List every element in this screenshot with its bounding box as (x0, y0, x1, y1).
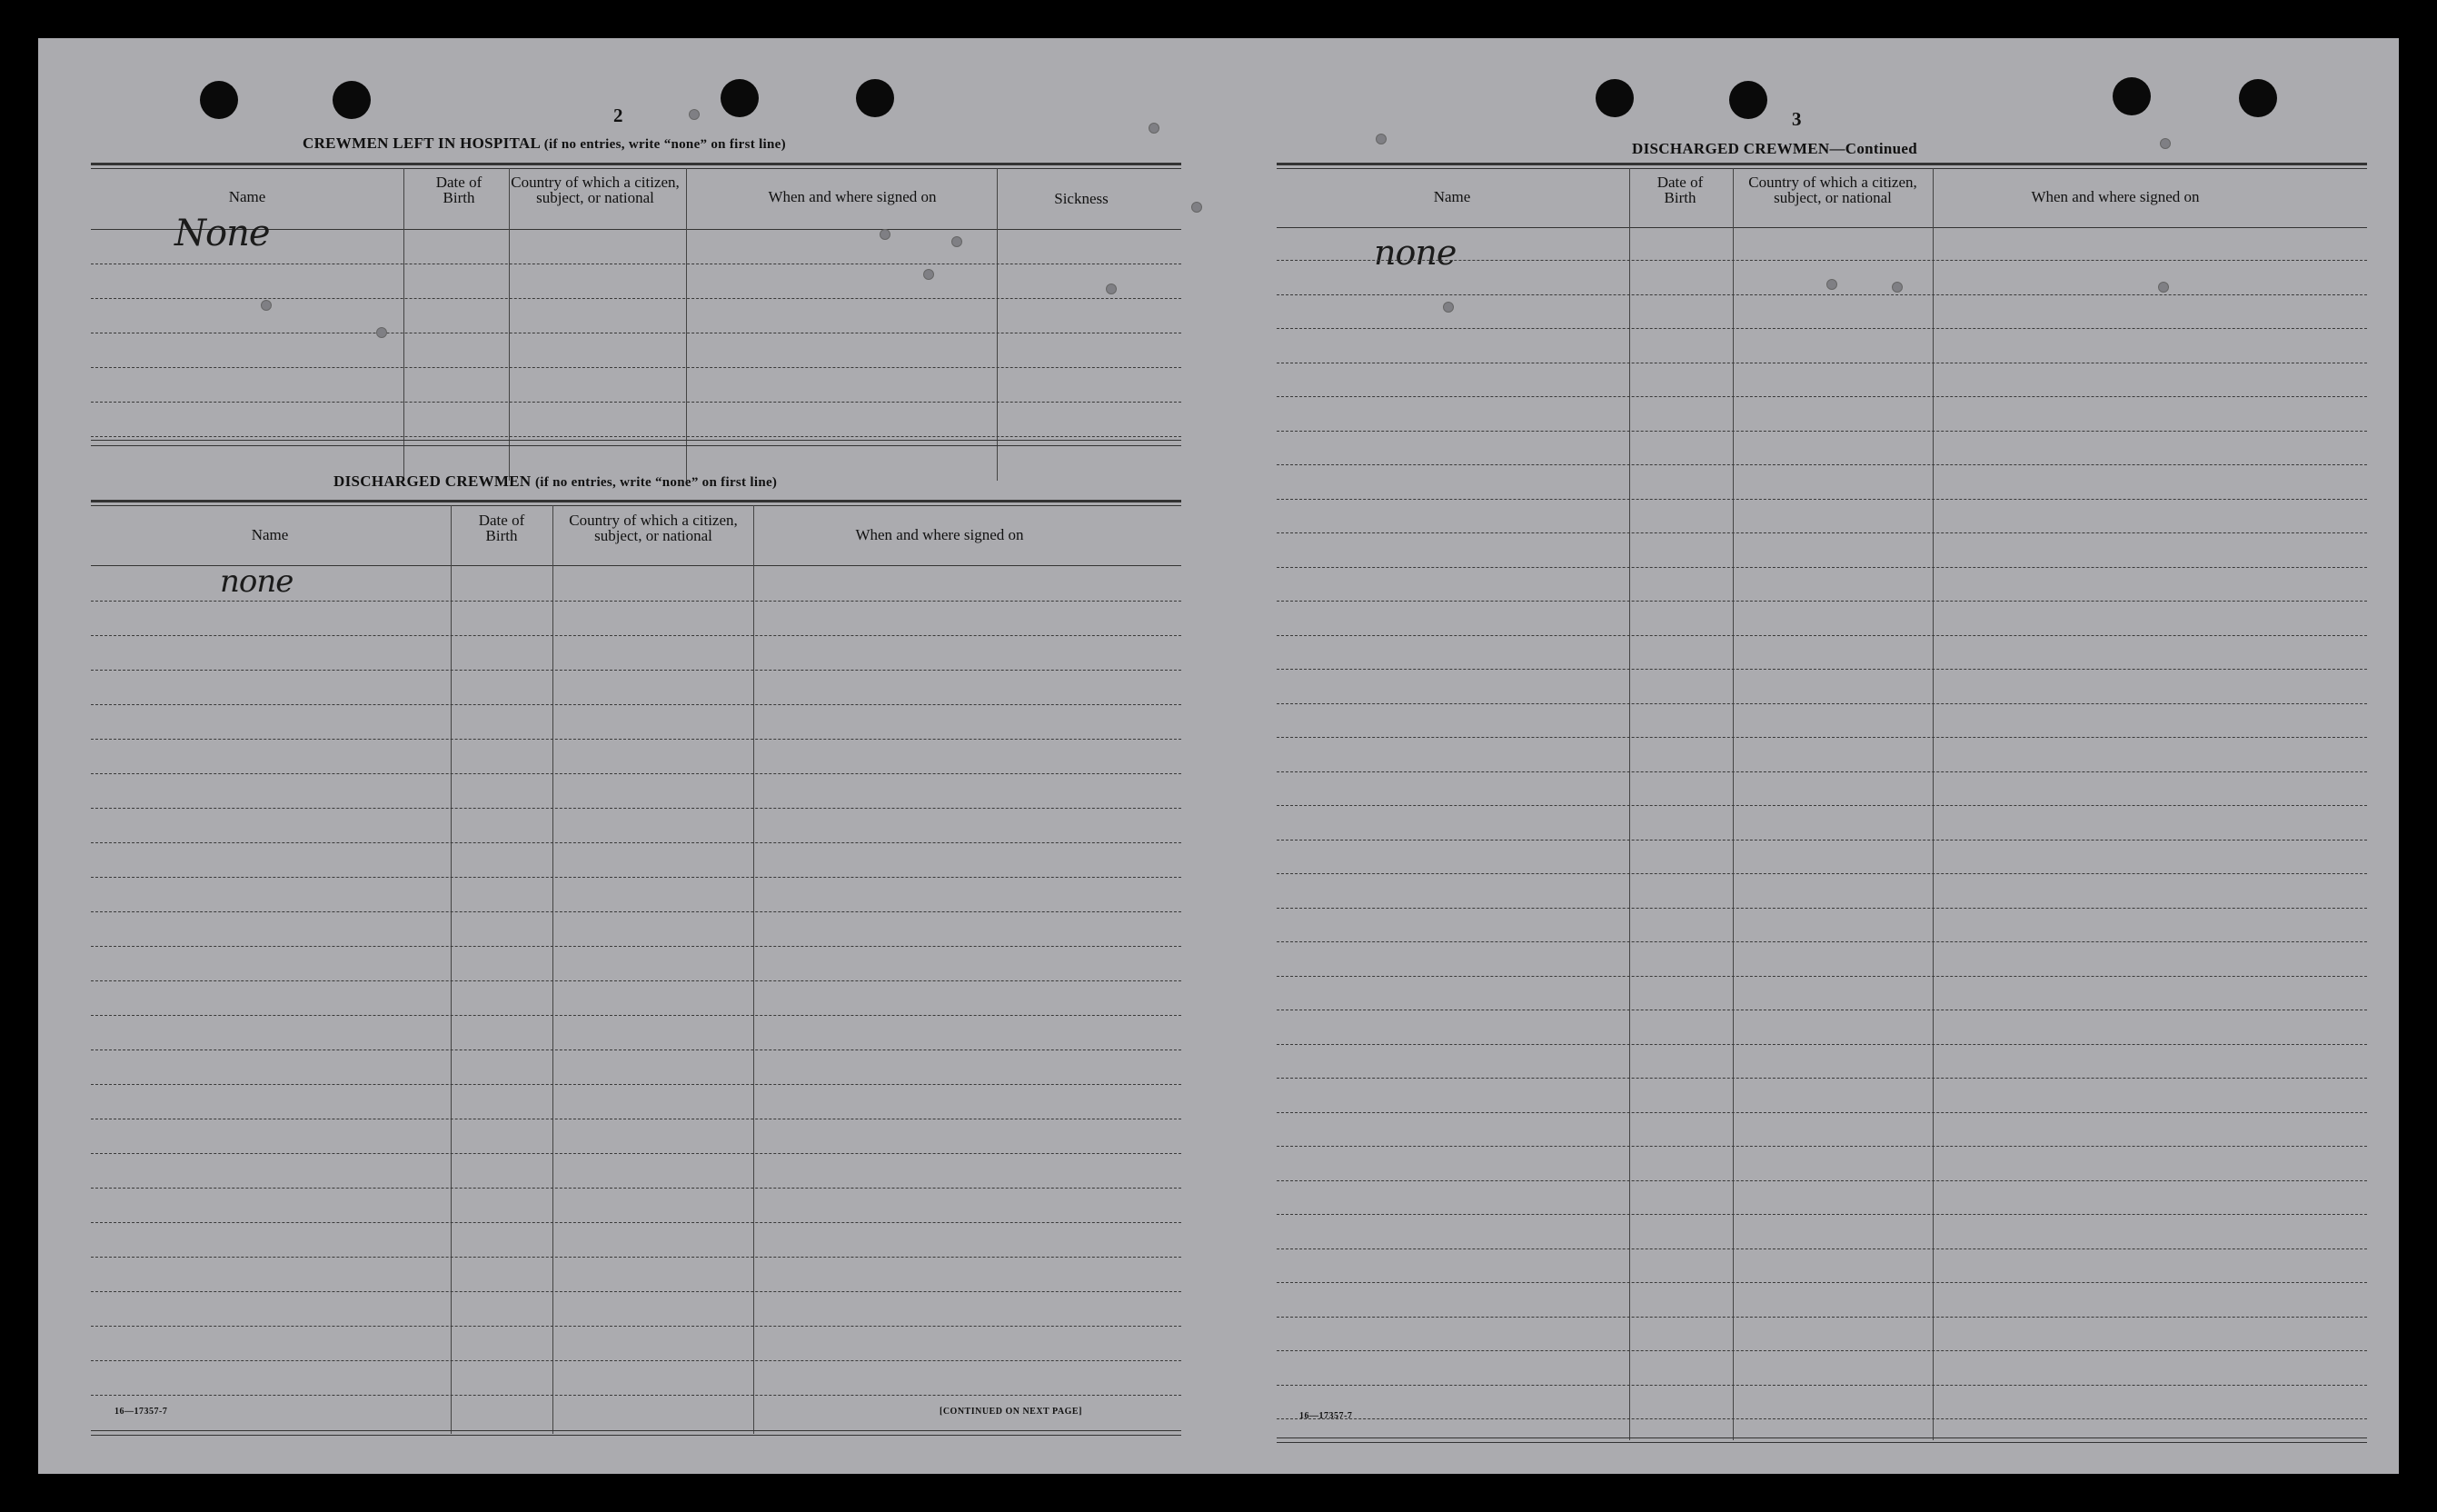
column-header-date-of-birth: Date of Birth (478, 512, 525, 544)
paper-speck (2158, 282, 2169, 293)
ruled-line (1277, 1282, 2367, 1283)
column-divider (1933, 168, 1934, 1440)
column-header-country: Country of which a citizen, subject, or national (511, 174, 680, 206)
column-header-signed-on: When and where signed on (855, 526, 1024, 543)
ruled-line (1277, 567, 2367, 568)
ruled-line (1277, 1317, 2367, 1318)
section-rule (91, 440, 1181, 441)
paper-speck (880, 229, 890, 240)
column-header-signed-on: When and where signed on (2031, 188, 2200, 205)
ruled-line (1277, 1078, 2367, 1079)
paper-speck (261, 300, 272, 311)
page-number: 2 (613, 104, 623, 126)
handwritten-entry: none (1374, 233, 1457, 273)
section-rule (1277, 1437, 2367, 1438)
paper-speck (2160, 138, 2171, 149)
column-header-name: Name (228, 188, 266, 205)
column-divider (552, 505, 553, 1434)
document-sheet (38, 38, 2399, 1474)
column-header-country: Country of which a citizen, subject, or national (1748, 174, 1917, 206)
column-header-sickness: Sickness (1054, 190, 1109, 207)
ruled-line (1277, 1146, 2367, 1147)
column-divider (753, 505, 754, 1434)
ruled-line (1277, 1044, 2367, 1045)
punch-hole (1596, 79, 1634, 117)
punch-hole (1729, 81, 1767, 119)
ruled-line (91, 1049, 1181, 1050)
paper-speck (1892, 282, 1903, 293)
ruled-line (91, 1360, 1181, 1361)
section-rule (91, 500, 1181, 502)
ruled-line (1277, 294, 2367, 295)
ruled-line (1277, 1350, 2367, 1351)
ruled-line (1277, 873, 2367, 874)
ruled-line (91, 367, 1181, 368)
paper-speck (1443, 302, 1454, 313)
section-rule (1277, 1442, 2367, 1443)
punch-hole (333, 81, 371, 119)
handwritten-entry: None (174, 213, 270, 254)
page-number: 3 (1792, 108, 1802, 130)
ruled-line (1277, 396, 2367, 397)
paper-speck (1149, 123, 1159, 134)
paper-speck (1191, 202, 1202, 213)
header-rule (1277, 227, 2367, 228)
form-number: 16—17357-7 (114, 1407, 168, 1417)
paper-speck (1106, 284, 1117, 294)
ruled-line (91, 402, 1181, 403)
punch-hole (200, 81, 238, 119)
ruled-line (1277, 771, 2367, 772)
punch-hole (2239, 79, 2277, 117)
section-rule (91, 505, 1181, 506)
column-header-date-of-birth: Date of Birth (1656, 174, 1704, 206)
ruled-line (91, 1153, 1181, 1154)
ruled-line (1277, 669, 2367, 670)
ruled-line (91, 1188, 1181, 1189)
column-divider (403, 168, 404, 481)
section-rule (1277, 168, 2367, 169)
ruled-line (91, 635, 1181, 636)
ruled-line (91, 842, 1181, 843)
section-rule (91, 1435, 1181, 1436)
ruled-line (1277, 1385, 2367, 1386)
hospital-section-title (303, 134, 786, 153)
ruled-line (1277, 1214, 2367, 1215)
ruled-line (1277, 328, 2367, 329)
discharged-section-title (333, 472, 777, 491)
paper-speck (1376, 134, 1387, 144)
ruled-line (1277, 464, 2367, 465)
paper-speck (923, 269, 934, 280)
punch-hole (2113, 77, 2151, 115)
ruled-line (1277, 976, 2367, 977)
section-rule (91, 445, 1181, 446)
ruled-line (91, 1015, 1181, 1016)
ruled-line (91, 1395, 1181, 1396)
ruled-line (1277, 601, 2367, 602)
punch-hole (721, 79, 759, 117)
section-rule (91, 163, 1181, 165)
column-header-signed-on: When and where signed on (768, 188, 937, 205)
column-header-name: Name (1433, 188, 1471, 205)
column-divider (997, 168, 998, 481)
column-divider (686, 168, 687, 481)
ruled-line (91, 1084, 1181, 1085)
ruled-line (91, 1222, 1181, 1223)
ruled-line (91, 1257, 1181, 1258)
discharged-continued-title: DISCHARGED CREWMEN—Continued (1632, 140, 1917, 157)
handwritten-entry: none (220, 563, 293, 600)
ruled-line (91, 946, 1181, 947)
column-divider (451, 505, 452, 1434)
column-divider (509, 168, 510, 481)
ruled-line (91, 436, 1181, 437)
form-number: 16—17357-7 (1299, 1411, 1353, 1421)
hospital-title-text: CREWMEN LEFT IN HOSPITAL (303, 134, 541, 152)
column-header-name: Name (251, 526, 289, 543)
ruled-line (91, 670, 1181, 671)
ruled-line (91, 808, 1181, 809)
ruled-line (1277, 260, 2367, 261)
ruled-line (1277, 908, 2367, 909)
paper-speck (951, 236, 962, 247)
punch-hole (856, 79, 894, 117)
ruled-line (1277, 431, 2367, 432)
ruled-line (91, 773, 1181, 774)
ruled-line (91, 298, 1181, 299)
ruled-line (91, 739, 1181, 740)
column-divider (1733, 168, 1734, 1440)
section-rule (91, 1430, 1181, 1431)
ruled-line (1277, 1418, 2367, 1419)
paper-speck (1826, 279, 1837, 290)
ruled-line (1277, 1112, 2367, 1113)
discharged-title-text: DISCHARGED CREWMEN (333, 472, 532, 490)
ruled-line (91, 601, 1181, 602)
ruled-line (1277, 737, 2367, 738)
section-rule (91, 168, 1181, 169)
column-header-country: Country of which a citizen, subject, or national (569, 512, 738, 544)
ruled-line (91, 980, 1181, 981)
ruled-line (1277, 703, 2367, 704)
ruled-line (1277, 805, 2367, 806)
ruled-line (1277, 1180, 2367, 1181)
ruled-line (1277, 941, 2367, 942)
ruled-line (91, 1326, 1181, 1327)
ruled-line (1277, 499, 2367, 500)
continued-note: [CONTINUED ON NEXT PAGE] (940, 1407, 1082, 1417)
ruled-line (1277, 635, 2367, 636)
column-divider (1629, 168, 1630, 1440)
ruled-line (91, 704, 1181, 705)
ruled-line (1277, 840, 2367, 841)
ruled-line (91, 911, 1181, 912)
ruled-line (1277, 1248, 2367, 1249)
section-rule (1277, 163, 2367, 165)
ruled-line (91, 877, 1181, 878)
ruled-line (1277, 532, 2367, 533)
column-header-date-of-birth: Date of Birth (435, 174, 482, 206)
discharged-subtitle-text: (if no entries, write “none” on first line) (535, 475, 778, 490)
ruled-line (91, 1291, 1181, 1292)
hospital-subtitle-text: (if no entries, write “none” on first line) (543, 137, 786, 152)
paper-speck (689, 109, 700, 120)
paper-speck (376, 327, 387, 338)
